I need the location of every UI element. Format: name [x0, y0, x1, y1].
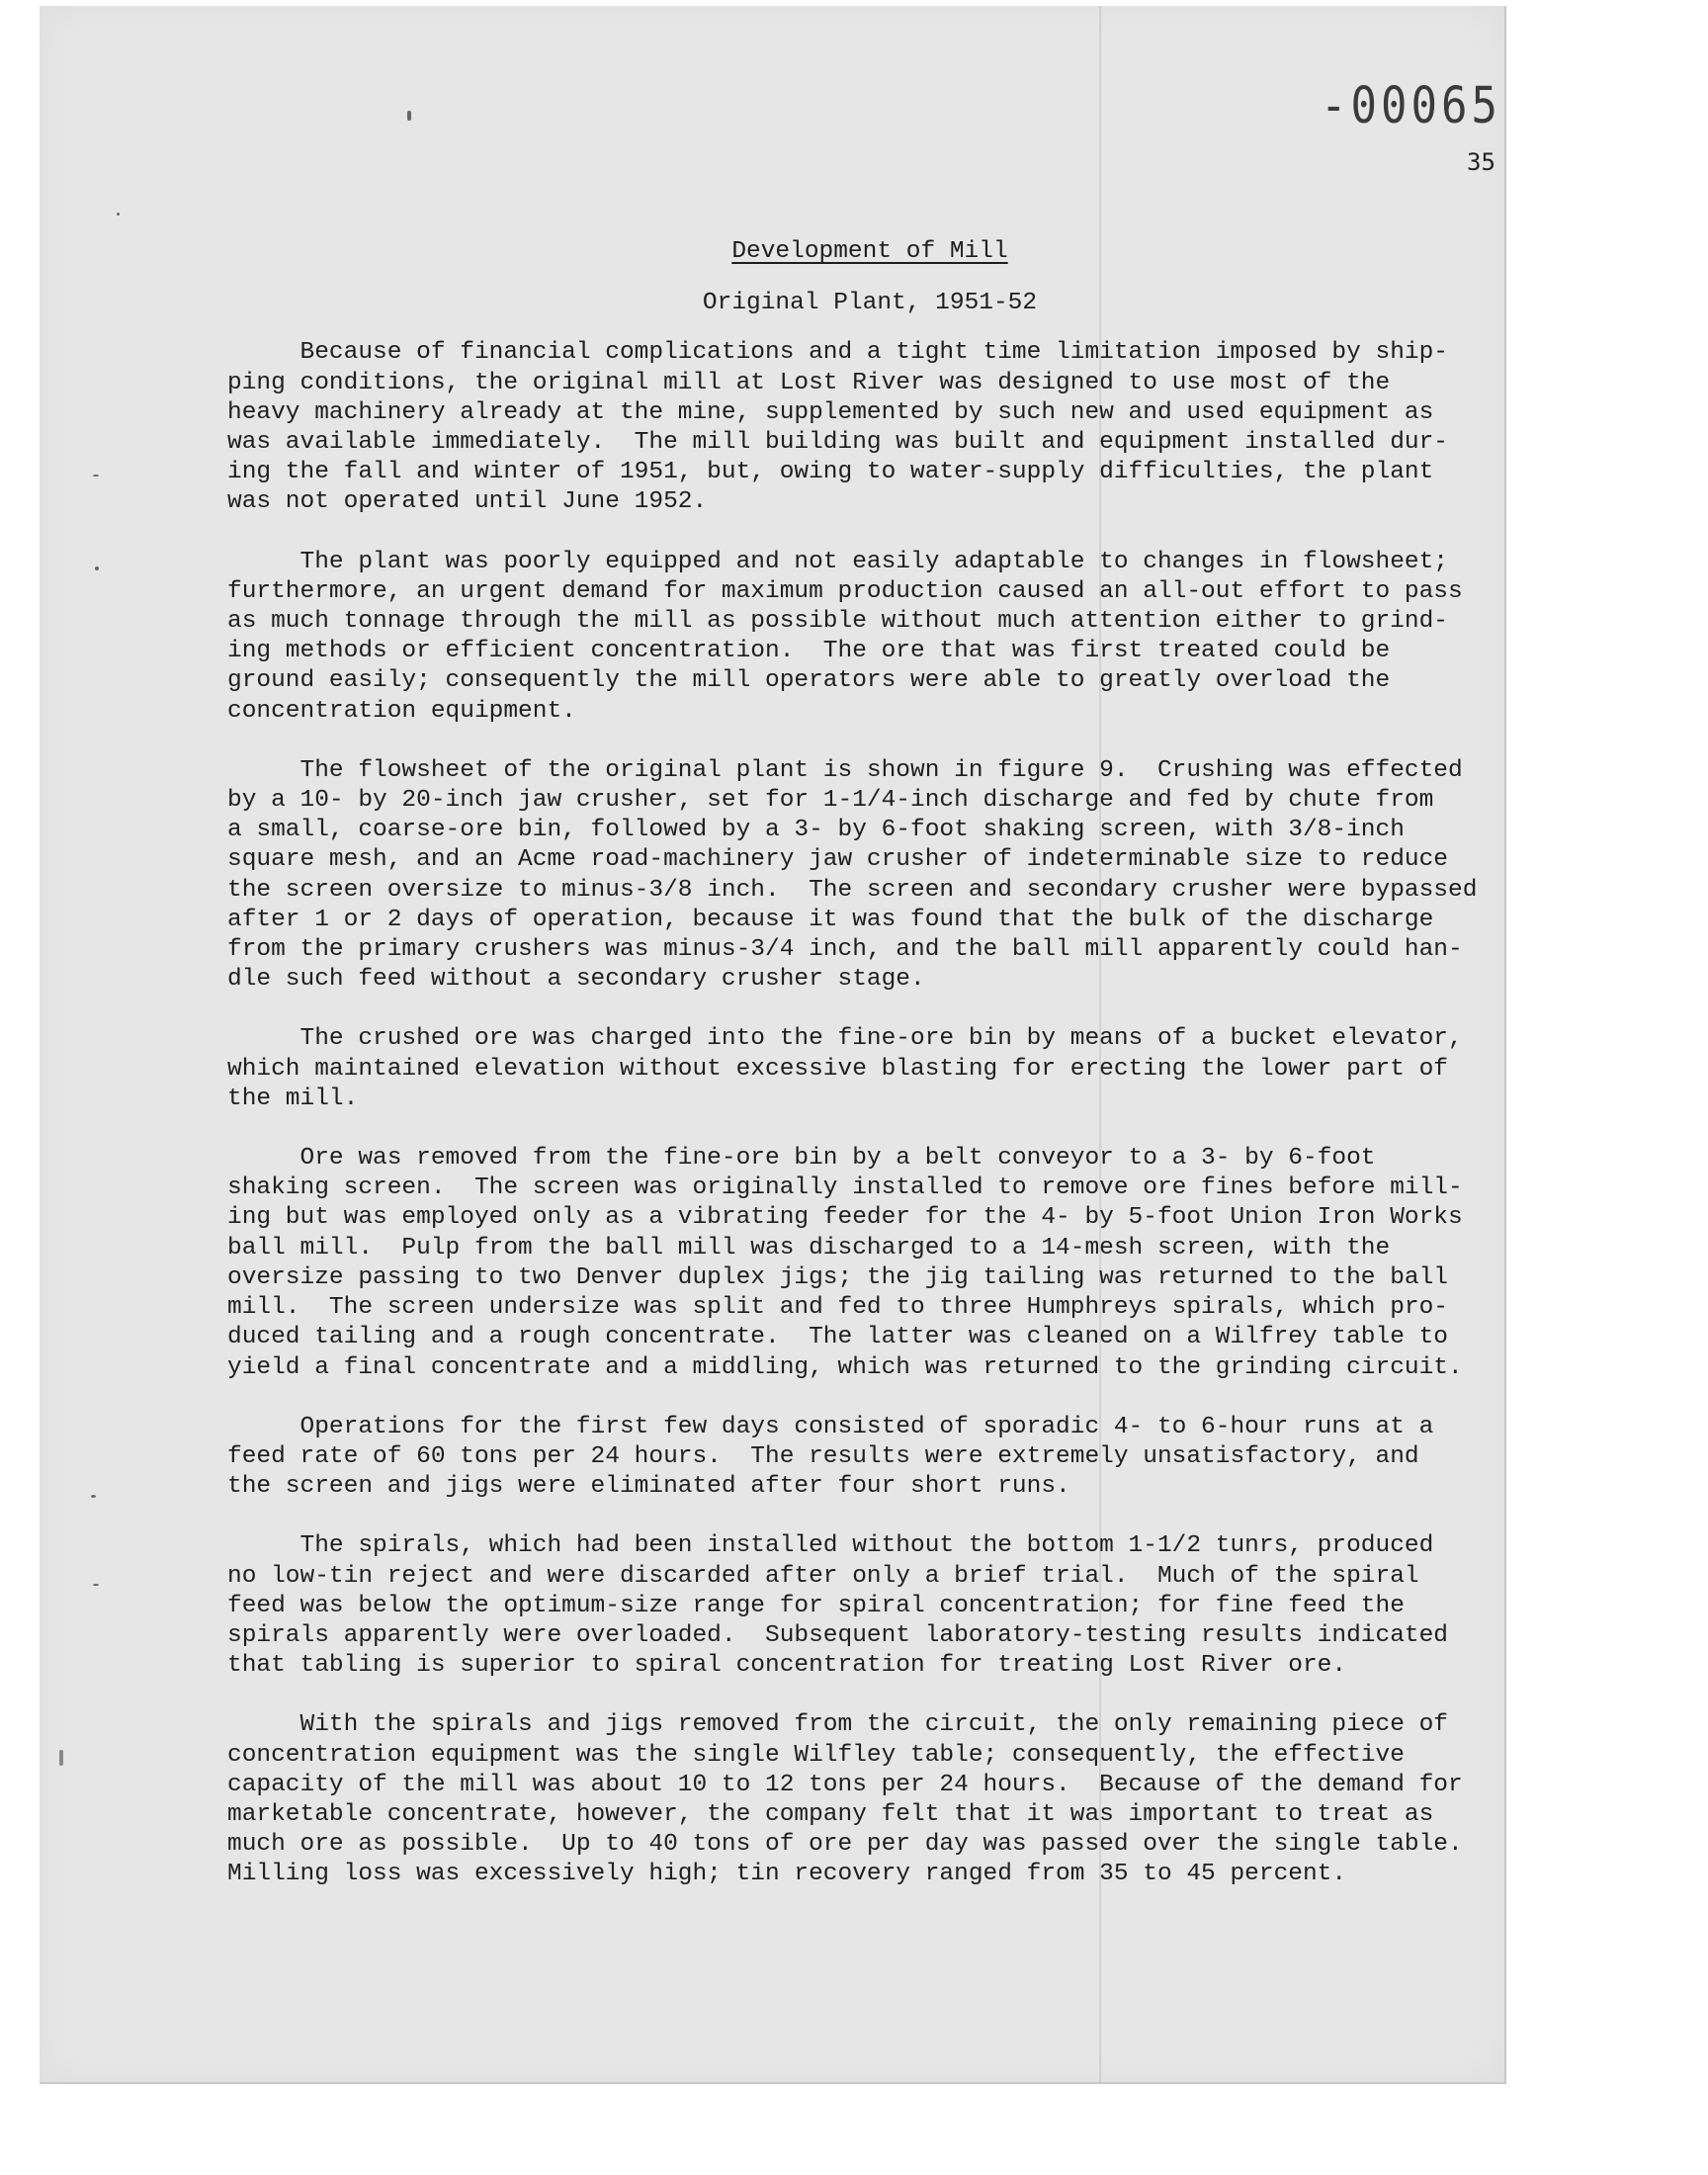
- text-line: The crushed ore was charged into the fine-ore bin by means of a bucket elevator,: [227, 1025, 1463, 1053]
- text-line: the mill.: [227, 1085, 359, 1112]
- paragraph: [227, 1413, 1532, 1503]
- speck-mark: [93, 475, 99, 477]
- text-line: was not operated until June 1952.: [227, 488, 708, 516]
- text-line: The plant was poorly equipped and not easily adaptable to changes in flowsheet;: [227, 548, 1449, 575]
- page-title: [227, 237, 1512, 267]
- text-line: The spirals, which had been installed without the bottom 1-1/2 tunrs, produced: [227, 1532, 1434, 1560]
- text-line: Operations for the first few days consisted of sporadic 4- to 6-hour runs at a: [227, 1413, 1434, 1440]
- text-line: duced tailing and a rough concentrate. The latter was cleaned on a Wilfrey table to: [227, 1324, 1449, 1351]
- text-line: that tabling is superior to spiral concentration for treating Lost River ore.: [227, 1652, 1347, 1680]
- text-line: The flowsheet of the original plant is shown in figure 9. Crushing was effected: [227, 756, 1463, 784]
- text-line: ping conditions, the original mill at Lost River was designed to use most of the: [227, 369, 1391, 396]
- text-line: the screen oversize to minus-3/8 inch. The screen and secondary crusher were bypassed: [227, 876, 1478, 904]
- text-line: concentration equipment.: [227, 697, 576, 725]
- text-line: feed rate of 60 tons per 24 hours. The results were extremely unsatisfactory, and: [227, 1442, 1419, 1470]
- speck-mark: [91, 1495, 96, 1498]
- text-line: spirals apparently were overloaded. Subsequent laboratory-testing results indicated: [227, 1621, 1449, 1649]
- text-line: ing but was employed only as a vibrating feeder for the 4- by 5-foot Union Iron Works: [227, 1204, 1463, 1232]
- text-line: by a 10- by 20-inch jaw crusher, set for 1-1/4-inch discharge and fed by chute from: [227, 787, 1434, 815]
- text-line: capacity of the mill was about 10 to 12 tons per 24 hours. Because of the demand for: [227, 1771, 1463, 1798]
- speck-mark: [93, 1584, 99, 1586]
- text-line: marketable concentrate, however, the company felt that it was important to treat as: [227, 1800, 1434, 1828]
- paragraph: [227, 1024, 1532, 1114]
- text-line: shaking screen. The screen was originally installed to remove ore fines before mill-: [227, 1174, 1463, 1202]
- text-line: mill. The screen undersize was split and fed to three Humphreys spirals, which pro-: [227, 1294, 1449, 1322]
- paragraph: [227, 1531, 1532, 1681]
- text-line: concentration equipment was the single Wilfley table; consequently, the effective: [227, 1741, 1405, 1769]
- paragraph: [227, 756, 1532, 996]
- text-line: With the spirals and jigs removed from the circuit, the only remaining piece of: [227, 1711, 1449, 1739]
- document-body: [227, 237, 1532, 1920]
- text-line: ball mill. Pulp from the ball mill was discharged to a 14-mesh screen, with the: [227, 1234, 1391, 1262]
- document-stamp-number: -00065: [1321, 77, 1501, 135]
- paragraph-list: [227, 338, 1532, 1889]
- text-line: no low-tin reject and were discarded after only a brief trial. Much of the spiral: [227, 1562, 1419, 1590]
- text-line: Ore was removed from the fine-ore bin by a belt conveyor to a 3- by 6-foot: [227, 1145, 1376, 1173]
- text-line: as much tonnage through the mill as possible without much attention either to grind-: [227, 608, 1449, 636]
- text-line: which maintained elevation without excessive blasting for erecting the lower part of: [227, 1055, 1449, 1083]
- text-line: a small, coarse-ore bin, followed by a 3- by 6-foot shaking screen, with 3/8-inch: [227, 817, 1405, 844]
- speck-mark: [59, 1750, 63, 1766]
- text-line: Milling loss was excessively high; tin recovery ranged from 35 to 45 percent.: [227, 1861, 1347, 1888]
- text-line: dle such feed without a secondary crusher stage.: [227, 966, 925, 994]
- text-line: after 1 or 2 days of operation, because it was found that the bulk of the discharge: [227, 906, 1434, 933]
- text-line: yield a final concentrate and a middling, which was returned to the grinding circuit.: [227, 1353, 1463, 1381]
- text-line: furthermore, an urgent demand for maximum production caused an all-out effort to pass: [227, 577, 1463, 605]
- text-line: heavy machinery already at the mine, supplemented by such new and used equipment as: [227, 398, 1434, 426]
- text-line: from the primary crushers was minus-3/4 inch, and the ball mill apparently could han-: [227, 936, 1463, 964]
- paragraph: [227, 338, 1532, 517]
- paragraph: [227, 1710, 1532, 1889]
- paragraph: [227, 1144, 1532, 1383]
- text-line: Because of financial complications and a tight time limitation imposed by ship-: [227, 339, 1449, 367]
- page-subtitle: Original Plant, 1951-52: [702, 290, 1038, 317]
- text-line: ground easily; consequently the mill operators were able to greatly overload the: [227, 667, 1391, 695]
- text-line: much ore as possible. Up to 40 tons of ore per day was passed over the single table.: [227, 1831, 1463, 1859]
- text-line: oversize passing to two Denver duplex jigs; the jig tailing was returned to the ball: [227, 1263, 1449, 1291]
- text-line: was available immediately. The mill building was built and equipment installed dur-: [227, 429, 1449, 457]
- text-line: ing methods or efficient concentration. The ore that was first treated could be: [227, 638, 1391, 665]
- speck-mark: [95, 566, 99, 570]
- page-number: 35: [1467, 148, 1495, 176]
- text-line: feed was below the optimum-size range for spiral concentration; for fine feed the: [227, 1592, 1405, 1619]
- text-line: the screen and jigs were eliminated after four short runs.: [227, 1473, 1070, 1501]
- page-title-text: Development of Mill: [731, 238, 1008, 265]
- text-line: square mesh, and an Acme road-machinery jaw crusher of indeterminable size to reduce: [227, 846, 1449, 874]
- paragraph: [227, 548, 1532, 727]
- speck-mark: [117, 213, 120, 216]
- speck-mark: [407, 111, 411, 121]
- text-line: ing the fall and winter of 1951, but, owing to water-supply difficulties, the plant: [227, 459, 1434, 486]
